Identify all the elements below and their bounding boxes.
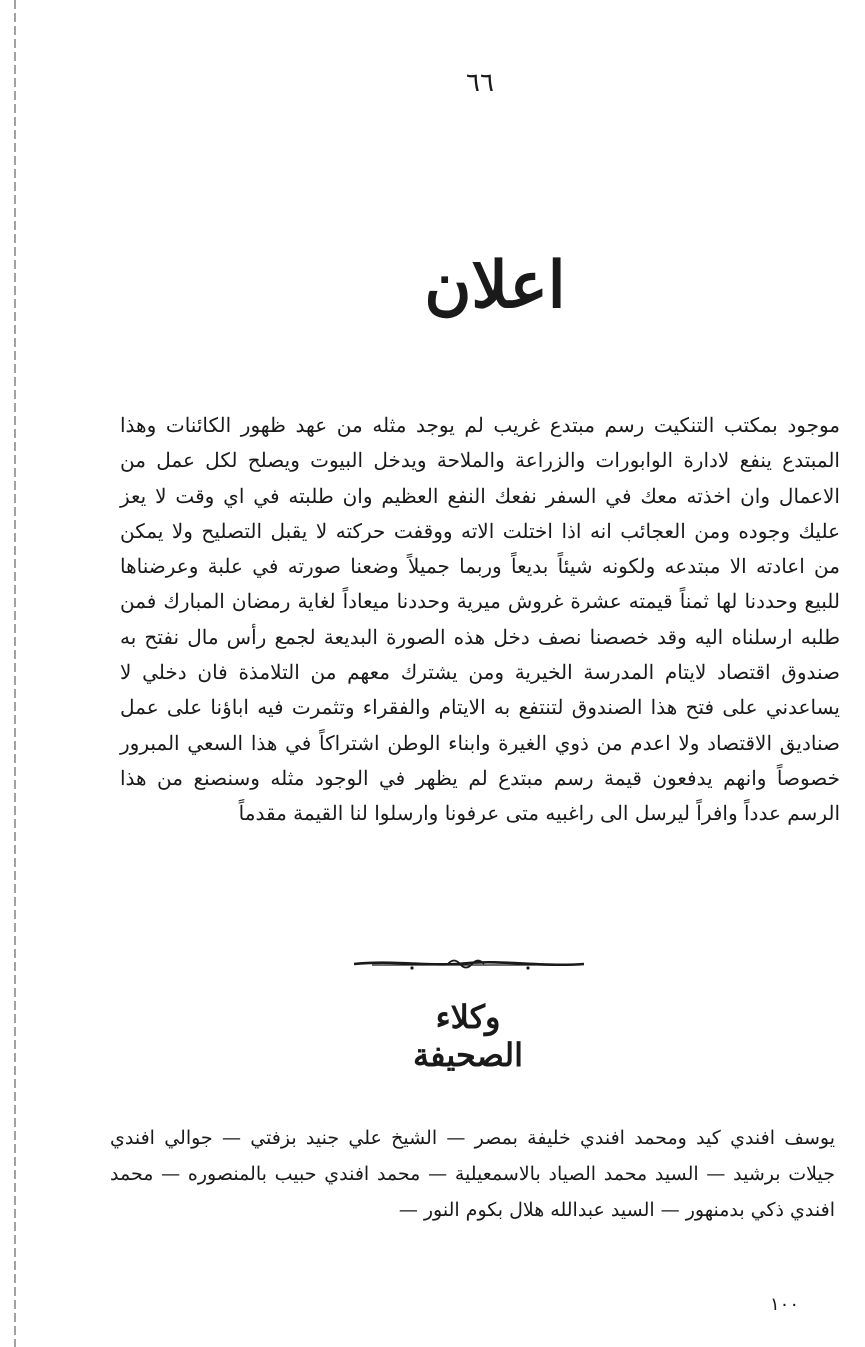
- agents-section-title: وكلاء الصحيفة: [412, 998, 524, 1074]
- advertisement-title: اعلان: [424, 248, 566, 323]
- page-number-top: ٦٦: [466, 68, 494, 98]
- agents-list: يوسف افندي كيد ومحمد افندي خليفة بمصر — الشيخ علي جنيد بزفتي — جوالي افندي جيلات برشيد — السيد محمد الصياد بالاسمعيلية — محمد افندي حبيب بالمنصوره — محمد افندي ذكي بدمنهور — السيد عبدالله هلال بكوم النور —: [110, 1127, 835, 1221]
- page-number-bottom: ١٠٠: [770, 1294, 800, 1315]
- page-edge-line: [14, 0, 16, 1347]
- section-divider-ornament: [352, 954, 586, 974]
- advertisement-body: موجود بمكتب التنكيت رسم مبتدع غريب لم يوجد مثله من عهد ظهور الكائنات وهذا المبتدع ينفع لادارة الوابورات والزراعة والملاحة ويدخل البيوت ويصلح لكل عمل من الاعمال وان اخذته معك في السفر نفعك النفع العظيم وان طلبته في اي وقت لا يعز عليك وجوده ومن العجائب انه اذا اختلت الاته ووقفت حركته لا يقبل التصليح ولا يمكن من اعادته الا مبتدعه ولكونه شيئاً بديعاً وربما جميلاً وضعنا صورته في علبة وعرضناها للبيع وحددنا لها ثمناً قيمته عشرة غروش ميرية وحددنا ميعاداً لغاية رمضان المبارك فمن طلبه ارسلناه اليه وقد خصصنا نصف دخل هذه الصورة البديعة لجمع رأس مال نفتح به صندوق اقتصاد لايتام المدرسة الخيرية ومن يشترك معهم من التلامذة فان دخلي لا يساعدني على فتح هذا الصندوق لتنتفع به الايتام والفقراء وتثمرت فيه اباؤنا على عمل صناديق الاقتصاد ولا اعدم من ذوي الغيرة وابناء الوطن اشتراكاً في هذا السعي المبرور خصوصاً وانهم يدفعون قيمة رسم مبتدع لم يظهر في الوجود مثله وسنصنع من هذا الرسم عدداً وافراً ليرسل الى راغبيه متى عرفونا وارسلوا لنا القيمة مقدماً: [120, 413, 840, 826]
